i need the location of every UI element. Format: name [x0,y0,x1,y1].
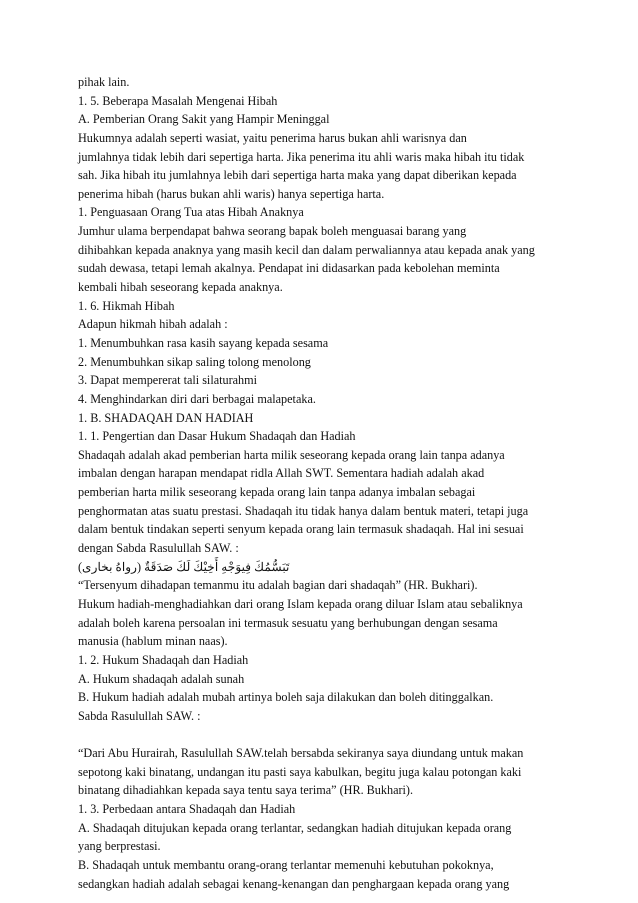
list-item: 4. Menghindarkan diri dari berbagai malapetaka. [78,391,316,406]
chapter-heading: 1. B. SHADAQAH DAN HADIAH [78,410,254,425]
list-item: B. Shadaqah untuk membantu orang-orang terlantar memenuhi kebutuhan pokoknya, [78,857,494,872]
list-item: A. Hukum shadaqah adalah sunah [78,671,245,686]
text-line: pihak lain. [78,75,130,89]
text-line: manusia (hablum minan naas). [78,634,228,649]
text-line: adalah boleh karena persoalan ini termasuk sesuatu yang berhubungan dengan sesama [78,615,498,630]
hadith-quote: “Dari Abu Hurairah, Rasulullah SAW.telah bersabda sekiranya saya diundang untuk makan [78,746,524,761]
hadith-quote: sepotong kaki binatang, undangan itu pasti saya kabulkan, begitu juga kalau potongan kaki [78,764,522,779]
blank-line [78,725,578,744]
text-line: sah. Jika hibah itu jumlahnya lebih dari sepertiga harta maka yang dapat diberikan kepada [78,168,517,183]
subheading: A. Pemberian Orang Sakit yang Hampir Meninggal [78,112,330,127]
text-line: kembali hibah seseorang kepada anaknya. [78,280,283,295]
section-heading: 1. 2. Hukum Shadaqah dan Hadiah [78,652,249,667]
text-line: yang berprestasi. [78,839,161,854]
section-heading: 1. 1. Pengertian dan Dasar Hukum Shadaqah dan Hadiah [78,429,356,444]
text-line: imbalan dengan harapan mendapat ridla Allah SWT. Sementara hadiah adalah akad [78,466,485,481]
text-line: Jumhur ulama berpendapat bahwa seorang bapak boleh menguasai barang yang [78,224,467,239]
section-heading: 1. 3. Perbedaan antara Shadaqah dan Hadiah [78,801,296,816]
list-item: 1. Menumbuhkan rasa kasih sayang kepada sesama [78,335,329,350]
text-line: sedangkan hadiah adalah sebagai kenang-kenangan dan penghargaan kepada orang yang [78,876,510,891]
list-item: A. Shadaqah ditujukan kepada orang terlantar, sedangkan hadiah ditujukan kepada orang [78,820,512,835]
text-line: Hukum hadiah-menghadiahkan dari orang Islam kepada orang diluar Islam atau sebaliknya [78,596,523,611]
text-line: Adapun hikmah hibah adalah : [78,317,228,332]
text-line: sudah dewasa, tetapi lemah akalnya. Pendapat ini didasarkan pada kebolehan meminta [78,261,500,276]
text-line: Shadaqah adalah akad pemberian harta milik seseorang kepada orang lain tanpa adanya [78,447,505,462]
text-line: penerima hibah (harus bukan ahli waris) hanya sepertiga harta. [78,186,385,201]
text-line: dalam bentuk tindakan seperti senyum kepada orang lain termasuk shadaqah. Hal ini sesuai [78,522,524,537]
arabic-hadith: تَبَسُّمُكَ فِيوَجْهِ أَخِيْكَ لَكَ صَدَقَةٌ (رواهُ بخارى) [78,559,290,574]
list-item: 2. Menumbuhkan sikap saling tolong menolong [78,354,311,369]
section-heading: 1. 5. Beberapa Masalah Mengenai Hibah [78,93,278,108]
subheading: 1. Penguasaan Orang Tua atas Hibah Anaknya [78,205,304,220]
text-line: dengan Sabda Rasulullah SAW. : [78,541,239,556]
text-line: jumlahnya tidak lebih dari sepertiga harta. Jika penerima itu ahli waris maka hibah itu tidak [78,149,525,164]
section-heading: 1. 6. Hikmah Hibah [78,298,175,313]
text-line: Hukumnya adalah seperti wasiat, yaitu penerima harus bukan ahli warisnya dan [78,130,467,145]
text-line: Sabda Rasulullah SAW. : [78,708,201,723]
document-page [78,73,578,893]
list-item: 3. Dapat mempererat tali silaturahmi [78,373,258,388]
hadith-quote: binatang dihadiahkan kepada saya tentu saya terima” (HR. Bukhari). [78,783,414,798]
list-item: B. Hukum hadiah adalah mubah artinya boleh saja dilakukan dan boleh ditinggalkan. [78,690,494,705]
hadith-translation: “Tersenyum dihadapan temanmu itu adalah bagian dari shadaqah” (HR. Bukhari). [78,578,478,593]
text-line: pemberian harta milik seseorang kepada orang lain tanpa adanya imbalan sebagai [78,485,476,500]
text-line: penghormatan atas suatu prestasi. Shadaqah itu tidak hanya dalam bentuk materi, tetapi juga [78,503,529,518]
text-line: dihibahkan kepada anaknya yang masih kecil dan dalam perwaliannya atau kepada anak yang [78,242,535,257]
